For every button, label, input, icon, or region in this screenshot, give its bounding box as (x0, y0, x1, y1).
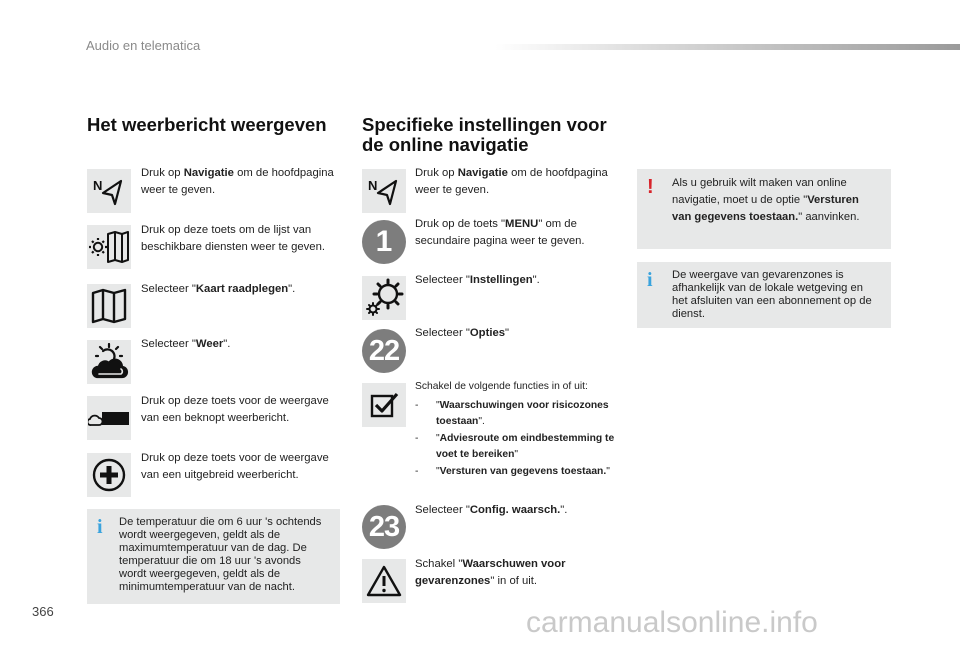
svg-text:N: N (93, 178, 103, 193)
services-map-gear-icon (89, 229, 129, 265)
step-icon-box (362, 276, 406, 320)
list-item: - "Adviesroute om eindbestemming te voet te bereiken" (415, 433, 615, 460)
left-heading: Het weerbericht weergeven (87, 114, 327, 135)
short-weather-icon (88, 408, 130, 428)
step-icon-box (87, 340, 131, 384)
svg-text:N: N (368, 178, 378, 193)
checkbox-icon (369, 391, 399, 419)
info-note-temperature: i De temperatuur die om 6 uur 's ochtends wordt weergegeven, geldt als de maximumtemperatuur van de dag. De temperatuur die om 18 uur 's avonds wordt weergegeven, geldt als de minimumtemperatuur van de nacht. (87, 509, 340, 604)
step-icon-box (87, 453, 131, 497)
step-icon-box (87, 225, 131, 269)
step-icon-box (362, 383, 406, 427)
step-text: Selecteer "Weer". (141, 338, 231, 350)
function-list (415, 398, 625, 481)
step-text: Druk op Navigatie om de hoofdpagina weer te geven. (415, 167, 608, 196)
step-text: Druk op deze toets om de lijst van beschikbare diensten weer te geven. (141, 224, 326, 253)
section-label: Audio en telematica (86, 38, 201, 53)
step-icon-box (87, 169, 131, 213)
step-text: Schakel "Waarschuwen voor gevarenzones" in of uit. (415, 558, 566, 587)
step-text: Selecteer "Opties" (415, 327, 510, 339)
step-text: Selecteer "Kaart raadplegen". (141, 283, 296, 295)
info-icon: i (647, 269, 653, 291)
navigation-icon (366, 173, 402, 209)
step-number-badge: 23 (362, 505, 406, 549)
step-number-badge: 22 (362, 329, 406, 373)
step-text: Druk op Navigatie om de hoofdpagina weer te geven. (141, 167, 334, 196)
navigation-icon (91, 173, 127, 209)
weather-icon (89, 343, 129, 381)
info-note-hazard-zones: i De weergave van gevarenzones is afhankelijk van de lokale wetgeving en het afsluiten van een abonnement op de dienst. (637, 262, 891, 328)
step-text: Selecteer "Instellingen". (415, 274, 540, 286)
watermark: carmanualsonline.info (526, 606, 818, 639)
warning-triangle-icon (366, 564, 402, 598)
step-text: Druk op de toets "MENU" om de secundaire pagina weer te geven. (415, 218, 585, 247)
step-number-badge: 1 (362, 220, 406, 264)
info-icon: i (97, 516, 103, 538)
header-bar (495, 44, 960, 50)
step-icon-box (362, 559, 406, 603)
step-text: Druk op deze toets voor de weergave van een uitgebreid weerbericht. (141, 452, 329, 481)
plus-circle-icon (91, 457, 127, 493)
page-number: 366 (32, 604, 54, 619)
warning-icon: ! (647, 176, 654, 198)
warning-note-online-navigation: ! Als u gebruik wilt maken van online navigatie, moet u de optie "Versturen van gegevens toestaan." aanvinken. (637, 169, 891, 249)
settings-gears-icon (364, 278, 404, 318)
step-icon-box (362, 169, 406, 213)
map-icon (90, 287, 128, 325)
list-item: - "Waarschuwingen voor risicozones toestaan". (415, 400, 609, 427)
step-icon-box (87, 396, 131, 440)
step-text: Schakel de volgende functies in of uit: (415, 381, 588, 392)
list-item: - "Versturen van gegevens toestaan." (415, 466, 610, 477)
step-icon-box (87, 284, 131, 328)
step-text: Druk op deze toets voor de weergave van een beknopt weerbericht. (141, 395, 329, 424)
step-text: Selecteer "Config. waarsch.". (415, 504, 568, 516)
middle-heading: Specifieke instellingen voor de online navigatie (362, 114, 607, 155)
